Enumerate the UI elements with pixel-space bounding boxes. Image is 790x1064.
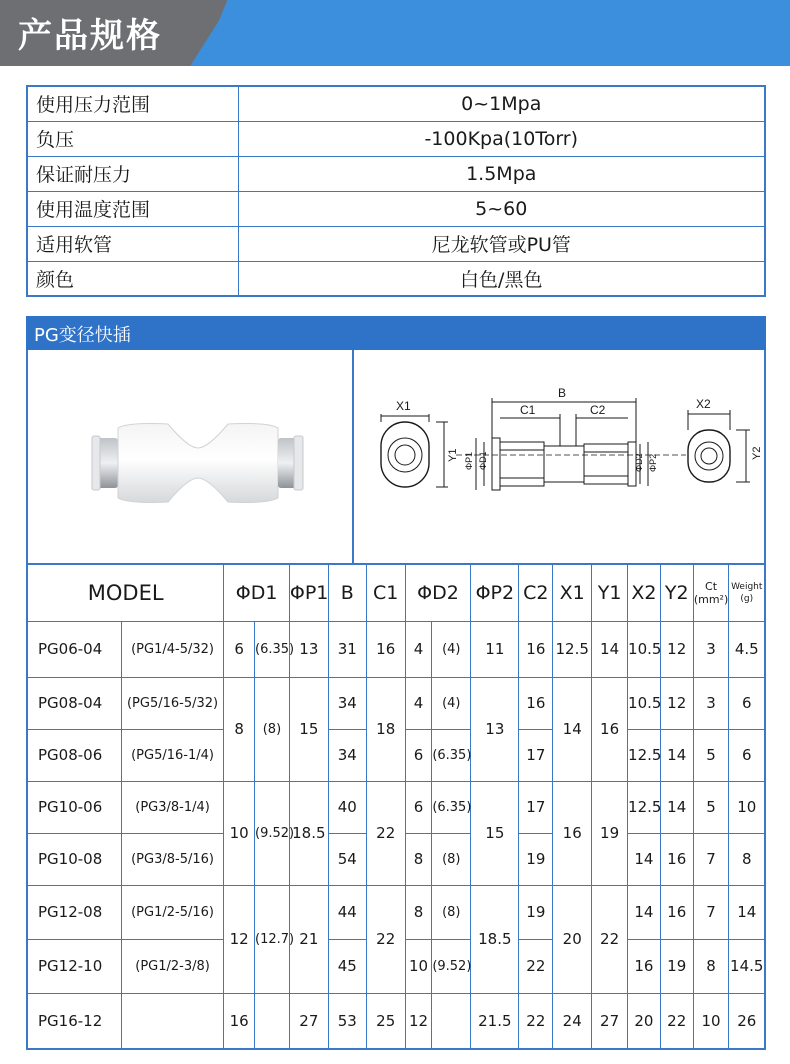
- cell-d2-inch: (8): [432, 833, 471, 885]
- cell-p2: 15: [471, 781, 519, 885]
- header-weight: [729, 564, 765, 621]
- cell-d1: 10: [224, 781, 255, 885]
- section-title: PG变径快插: [34, 325, 131, 346]
- cell-y2: 12: [660, 677, 693, 729]
- cell-c2: 19: [519, 833, 553, 885]
- model-code: PG10-08: [27, 833, 121, 885]
- cell-c1: 25: [366, 993, 405, 1049]
- cell-d2: 8: [405, 885, 432, 939]
- cell-d2: 12: [405, 993, 432, 1049]
- cell-d1: 12: [224, 885, 255, 993]
- table-row: [27, 621, 765, 677]
- cell-d1-inch: (9.52): [255, 781, 290, 885]
- cell-weight: 6: [729, 677, 765, 729]
- header-p1: ΦP1: [289, 564, 328, 621]
- technical-drawing: [356, 380, 766, 540]
- section-title-bar: [26, 316, 766, 350]
- spec-value: 0~1Mpa: [238, 86, 765, 121]
- cell-ct: 5: [693, 729, 729, 781]
- cell-y1: 27: [592, 993, 628, 1049]
- cell-y2: 14: [660, 781, 693, 833]
- header-ct-label: Ct: [705, 579, 718, 593]
- spec-key: 使用压力范围: [27, 86, 238, 121]
- cell-x2: 10.5: [628, 621, 661, 677]
- dim-y1: Y1: [447, 448, 459, 462]
- header-y2: Y2: [660, 564, 693, 621]
- header-c2: C2: [519, 564, 553, 621]
- cell-ct: 3: [693, 621, 729, 677]
- spec-value: -100Kpa(10Torr): [238, 121, 765, 156]
- cell-c2: 19: [519, 885, 553, 939]
- model-inch: (PG5/16-1/4): [121, 729, 224, 781]
- cell-d2: 10: [405, 939, 432, 993]
- header-model: MODEL: [27, 564, 224, 621]
- model-code: PG12-10: [27, 939, 121, 993]
- cell-b: 34: [328, 677, 366, 729]
- spec-key: 适用软管: [27, 226, 238, 261]
- cell-d1: 16: [224, 993, 255, 1049]
- cell-d2: 8: [405, 833, 432, 885]
- header-c1: C1: [366, 564, 405, 621]
- cell-x2: 14: [628, 833, 661, 885]
- cell-c2: 16: [519, 677, 553, 729]
- header-d2: ΦD2: [405, 564, 471, 621]
- cell-c1: 16: [366, 621, 405, 677]
- cell-b: 31: [328, 621, 366, 677]
- header-weight-unit: (g): [740, 593, 754, 604]
- cell-b: 40: [328, 781, 366, 833]
- cell-ct: 10: [693, 993, 729, 1049]
- cell-d1-inch: (6.35): [255, 621, 290, 677]
- cell-y2: 22: [660, 993, 693, 1049]
- cell-b: 54: [328, 833, 366, 885]
- model-code: PG12-08: [27, 885, 121, 939]
- cell-d2-inch: (9.52): [432, 939, 471, 993]
- spec-key: 颜色: [27, 261, 238, 296]
- cell-p1: 13: [289, 621, 328, 677]
- cell-d1-inch: (12.7): [255, 885, 290, 993]
- cell-ct: 5: [693, 781, 729, 833]
- cell-c1: 22: [366, 885, 405, 993]
- header-b: B: [328, 564, 366, 621]
- cell-x2: 12.5: [628, 781, 661, 833]
- cell-x1: 24: [553, 993, 592, 1049]
- cell-weight: 8: [729, 833, 765, 885]
- cell-x1: 20: [553, 885, 592, 993]
- spec-table: [26, 85, 766, 297]
- model-inch: (PG1/2-5/16): [121, 885, 224, 939]
- image-divider: [352, 350, 354, 565]
- dim-x2: X2: [696, 397, 711, 411]
- spec-value: 5~60: [238, 191, 765, 226]
- cell-y2: 14: [660, 729, 693, 781]
- cell-b: 53: [328, 993, 366, 1049]
- cell-y1: 14: [592, 621, 628, 677]
- table-row: [27, 885, 765, 939]
- dim-p2: ΦP2: [648, 453, 658, 472]
- model-code: PG10-06: [27, 781, 121, 833]
- cell-y1: 19: [592, 781, 628, 885]
- cell-d2-inch: (6.35): [432, 781, 471, 833]
- spec-row: [27, 86, 765, 121]
- cell-weight: 10: [729, 781, 765, 833]
- model-inch: [121, 993, 224, 1049]
- dim-c1: C1: [520, 403, 536, 417]
- cell-x2: 16: [628, 939, 661, 993]
- cell-ct: 8: [693, 939, 729, 993]
- cell-weight: 26: [729, 993, 765, 1049]
- cell-p1: 15: [289, 677, 328, 781]
- header-p2: ΦP2: [471, 564, 519, 621]
- dim-x1: X1: [396, 399, 411, 413]
- cell-x2: 14: [628, 885, 661, 939]
- page-title: 产品规格: [18, 16, 162, 56]
- model-code: PG16-12: [27, 993, 121, 1049]
- spec-row: [27, 121, 765, 156]
- spec-key: 使用温度范围: [27, 191, 238, 226]
- spec-row: [27, 156, 765, 191]
- cell-y1: 16: [592, 677, 628, 781]
- cell-weight: 14: [729, 885, 765, 939]
- cell-d2-inch: (6.35): [432, 729, 471, 781]
- dim-d1: ΦD1: [478, 451, 488, 470]
- cell-c2: 22: [519, 993, 553, 1049]
- product-photo: [88, 408, 308, 518]
- model-inch: (PG5/16-5/32): [121, 677, 224, 729]
- cell-x1: 12.5: [553, 621, 592, 677]
- cell-y2: 12: [660, 621, 693, 677]
- cell-c1: 18: [366, 677, 405, 781]
- cell-d2-inch: (4): [432, 677, 471, 729]
- cell-p2: 18.5: [471, 885, 519, 993]
- cell-c2: 17: [519, 729, 553, 781]
- product-image-area: [26, 350, 766, 565]
- cell-weight: 14.5: [729, 939, 765, 993]
- model-inch: (PG1/4-5/32): [121, 621, 224, 677]
- cell-b: 45: [328, 939, 366, 993]
- header-banner: [0, 0, 790, 66]
- header-x2: X2: [628, 564, 661, 621]
- spec-row: [27, 261, 765, 296]
- cell-p2: 21.5: [471, 993, 519, 1049]
- model-code: PG06-04: [27, 621, 121, 677]
- cell-d2: 4: [405, 621, 432, 677]
- cell-d2: 4: [405, 677, 432, 729]
- cell-weight: 6: [729, 729, 765, 781]
- cell-x2: 20: [628, 993, 661, 1049]
- cell-p1: 18.5: [289, 781, 328, 885]
- cell-y2: 19: [660, 939, 693, 993]
- cell-x2: 10.5: [628, 677, 661, 729]
- cell-b: 44: [328, 885, 366, 939]
- cell-c2: 22: [519, 939, 553, 993]
- header-ct: [693, 564, 729, 621]
- dim-y2: Y2: [751, 446, 763, 460]
- spec-row: [27, 191, 765, 226]
- model-table: [26, 563, 766, 1050]
- cell-p2: 11: [471, 621, 519, 677]
- model-code: PG08-06: [27, 729, 121, 781]
- cell-x1: 14: [553, 677, 592, 781]
- header-x1: X1: [553, 564, 592, 621]
- cell-d1: 6: [224, 621, 255, 677]
- cell-c2: 16: [519, 621, 553, 677]
- cell-d1: 8: [224, 677, 255, 781]
- dim-c2: C2: [590, 403, 606, 417]
- cell-ct: 3: [693, 677, 729, 729]
- model-inch: (PG1/2-3/8): [121, 939, 224, 993]
- dim-b: B: [558, 386, 567, 400]
- cell-d1-inch: (8): [255, 677, 290, 781]
- model-inch: (PG3/8-1/4): [121, 781, 224, 833]
- header-ct-unit: (mm²): [693, 592, 729, 606]
- cell-d2: 6: [405, 781, 432, 833]
- cell-y1: 22: [592, 885, 628, 993]
- spec-key: 保证耐压力: [27, 156, 238, 191]
- header-row: [27, 564, 765, 621]
- header-weight-label: Weight: [731, 581, 763, 592]
- cell-y2: 16: [660, 833, 693, 885]
- table-row: [27, 993, 765, 1049]
- header-y1: Y1: [592, 564, 628, 621]
- cell-ct: 7: [693, 885, 729, 939]
- cell-y2: 16: [660, 885, 693, 939]
- spec-value: 尼龙软管或PU管: [238, 226, 765, 261]
- cell-d2-inch: (4): [432, 621, 471, 677]
- cell-ct: 7: [693, 833, 729, 885]
- cell-p1: 27: [289, 993, 328, 1049]
- header-d1: ΦD1: [224, 564, 290, 621]
- model-inch: (PG3/8-5/16): [121, 833, 224, 885]
- spec-row: [27, 226, 765, 261]
- cell-c1: 22: [366, 781, 405, 885]
- table-row: [27, 677, 765, 729]
- cell-b: 34: [328, 729, 366, 781]
- spec-value: 白色/黑色: [238, 261, 765, 296]
- cell-p2: 13: [471, 677, 519, 781]
- cell-x2: 12.5: [628, 729, 661, 781]
- model-code: PG08-04: [27, 677, 121, 729]
- spec-value: 1.5Mpa: [238, 156, 765, 191]
- cell-d1-inch: [255, 993, 290, 1049]
- dim-d2: ΦD2: [634, 453, 644, 472]
- spec-key: 负压: [27, 121, 238, 156]
- cell-x1: 16: [553, 781, 592, 885]
- cell-d2: 6: [405, 729, 432, 781]
- cell-p1: 21: [289, 885, 328, 993]
- cell-weight: 4.5: [729, 621, 765, 677]
- cell-d2-inch: (8): [432, 885, 471, 939]
- cell-c2: 17: [519, 781, 553, 833]
- dim-p1: ΦP1: [464, 451, 474, 470]
- cell-d2-inch: [432, 993, 471, 1049]
- table-row: [27, 781, 765, 833]
